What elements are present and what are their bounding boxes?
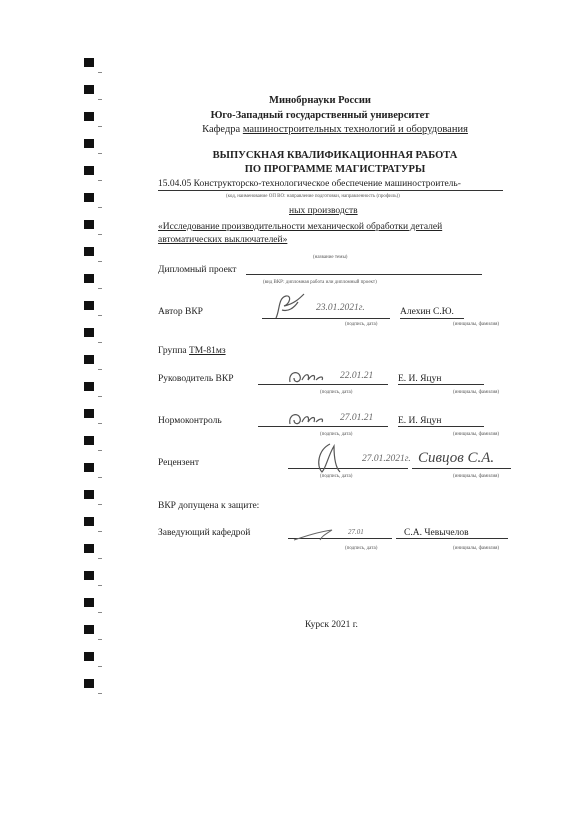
supervisor-label: Руководитель ВКР: [158, 374, 234, 384]
binding-hole: [84, 625, 94, 634]
binding-tick: [98, 207, 102, 208]
normcontrol-name-caption: (инициалы, фамилия): [453, 432, 500, 437]
binding-tick: [98, 666, 102, 667]
topic-caption: (название темы): [313, 255, 348, 260]
supervisor-name-caption: (инициалы, фамилия): [453, 390, 500, 395]
work-title-line1: ВЫПУСКНАЯ КВАЛИФИКАЦИОННАЯ РАБОТА: [212, 150, 458, 161]
normcontrol-sign-date: 27.01.21: [340, 413, 374, 423]
ministry-title: Минобрнауки России: [269, 95, 371, 106]
binding-hole: [84, 85, 94, 94]
work-title-line2: ПО ПРОГРАММЕ МАГИСТРАТУРЫ: [244, 164, 426, 175]
binding-hole: [84, 517, 94, 526]
binding-hole: [84, 571, 94, 580]
reviewer-name: Сивцов С.А.: [418, 450, 495, 466]
head-signature-icon: [292, 526, 352, 544]
author-name-caption: (инициалы, фамилия): [453, 322, 500, 327]
university-name: Юго-Западный государственный университет: [210, 110, 430, 121]
program-line1: 15.04.05 Конструкторско-технологическое обеспечение машиностроитель-: [158, 179, 461, 189]
binding-hole: [84, 139, 94, 148]
admission-text: ВКР допущена к защите:: [158, 501, 260, 511]
normcontrol-name-underline: [398, 426, 484, 427]
reviewer-name-underline: [412, 468, 511, 469]
program-caption: (код, наименование ОП ВО: направление подготовки, направленность (профиль)): [226, 194, 400, 199]
supervisor-name-underline: [398, 384, 484, 385]
binding-hole: [84, 598, 94, 607]
binding-tick: [98, 180, 102, 181]
binding-tick: [98, 423, 102, 424]
binding-hole: [84, 328, 94, 337]
reviewer-label: Рецензент: [158, 458, 199, 468]
group-label: Группа: [158, 346, 190, 356]
supervisor-signature-icon: [284, 364, 344, 388]
binding-tick: [98, 450, 102, 451]
head-name-caption: (инициалы, фамилия): [453, 546, 500, 551]
binding-tick: [98, 72, 102, 73]
binding-tick: [98, 612, 102, 613]
head-name-underline: [396, 538, 508, 539]
author-sign-date: 23.01.2021г.: [316, 303, 365, 313]
binding-tick: [98, 477, 102, 478]
group-value: ТМ-81мз: [189, 346, 226, 356]
binding-tick: [98, 639, 102, 640]
head-label: Заведующий кафедрой: [158, 528, 251, 538]
author-sig-caption: (подпись, дата): [345, 322, 378, 327]
department-name: машиностроительных технологий и оборудования: [242, 124, 468, 135]
binding-hole: [84, 382, 94, 391]
binding-tick: [98, 342, 102, 343]
head-sign-date: 27.01: [348, 528, 364, 536]
group-line: [158, 346, 226, 356]
binding-hole: [84, 193, 94, 202]
binding-tick: [98, 585, 102, 586]
work-type-underline: [246, 274, 482, 275]
binding-hole: [84, 355, 94, 364]
binding-hole: [84, 220, 94, 229]
binding-tick: [98, 396, 102, 397]
binding-hole: [84, 409, 94, 418]
binding-tick: [98, 234, 102, 235]
binding-hole: [84, 301, 94, 310]
binding-hole: [84, 679, 94, 688]
binding-hole: [84, 652, 94, 661]
author-name: Алехин С.Ю.: [400, 307, 454, 317]
binding-tick: [98, 531, 102, 532]
program-line2: ных производств: [289, 206, 358, 216]
binding-hole: [84, 58, 94, 67]
binding-hole: [84, 490, 94, 499]
reviewer-name-caption: (инициалы, фамилия): [453, 474, 500, 479]
topic-line2: автоматических выключателей»: [158, 235, 288, 245]
department-prefix: Кафедра: [202, 124, 243, 135]
program-underline: [158, 190, 503, 191]
head-sig-caption: (подпись, дата): [345, 546, 378, 551]
author-label: Автор ВКР: [158, 307, 203, 317]
reviewer-sig-caption: (подпись, дата): [320, 474, 353, 479]
binding-tick: [98, 693, 102, 694]
binding-tick: [98, 288, 102, 289]
work-type-caption: (вид ВКР: дипломная работа или дипломный проект): [263, 280, 377, 285]
author-name-underline: [400, 318, 464, 319]
reviewer-sign-date: 27.01.2021г.: [362, 454, 411, 464]
binding-tick: [98, 369, 102, 370]
normcontrol-signature-icon: [284, 406, 344, 430]
normcontrol-sig-caption: (подпись, дата): [320, 432, 353, 437]
supervisor-sign-date: 22.01.21: [340, 371, 374, 381]
binding-hole: [84, 436, 94, 445]
normcontrol-name: Е. И. Яцун: [398, 416, 442, 426]
binding-tick: [98, 504, 102, 505]
binding-tick: [98, 261, 102, 262]
binding-hole: [84, 463, 94, 472]
department-line: [0, 124, 579, 135]
supervisor-sig-caption: (подпись, дата): [320, 390, 353, 395]
reviewer-sign-line: [288, 468, 408, 469]
topic-line1: «Исследование производительности механической обработки деталей: [158, 222, 443, 232]
author-signature-icon: [268, 290, 308, 322]
city-year: Курск 2021 г.: [305, 620, 358, 630]
normcontrol-label: Нормоконтроль: [158, 416, 222, 426]
binding-tick: [98, 558, 102, 559]
work-type-label: Дипломный проект: [158, 265, 237, 275]
head-name: С.А. Чевычелов: [404, 528, 469, 538]
reviewer-signature-icon: [310, 440, 346, 476]
binding-tick: [98, 315, 102, 316]
binding-hole: [84, 274, 94, 283]
supervisor-name: Е. И. Яцун: [398, 374, 442, 384]
binding-hole: [84, 247, 94, 256]
binding-hole: [84, 544, 94, 553]
